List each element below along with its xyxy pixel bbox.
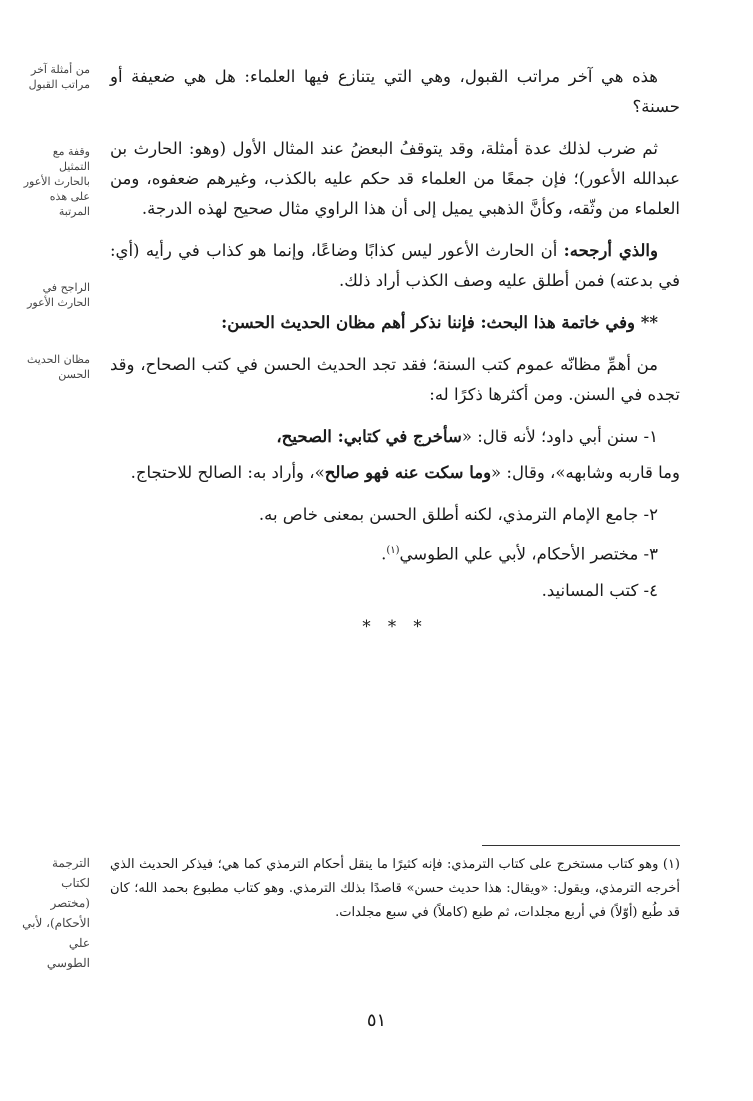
paragraph-5: من أهمِّ مظانّه عموم كتب السنة؛ فقد تجد الحديث الحسن في كتب الصحاح، وقد تجده في السنن. ومن أكثرها ذكرًا له: [110,355,680,404]
paragraph-3-rest: أن الحارث الأعور ليس كذابًا وضاعًا، وإنما هو كذاب في رأيه (أي: في بدعته) فمن أطلق عليه وصف الكذب أراد ذلك. [110,241,680,290]
paragraph-2: ثم ضرب لذلك عدة أمثلة، وقد يتوقفُ البعضُ عند المثال الأول (وهو: الحارث بن عبدالله الأعور)؛ فإن جمعًا من العلماء قد حكم عليه بالكذب، وغيرهم ضعفوه، ومن العلماء من وثّقه، وكأنَّ الذهبي يميل إلى أن هذا الراوي مثال صحيح لهذه الدرجة. [110,139,680,218]
footnote-divider [482,845,680,846]
margin-note-1: من أمثلة آخر مراتب القبول [28,63,90,91]
list-item-3-end: . [381,544,387,564]
paragraph-1: هذه هي آخر مراتب القبول، وهي التي يتنازع فيها العلماء: هل هي ضعيفة أو حسنة؟ [110,67,680,116]
main-text [110,62,680,648]
list-item-3-text: ٣- مختصر الأحكام، لأبي علي الطوسي [399,544,658,564]
list-item-1-cont-suffix: »، وأراد به: الصالح للاحتجاج. [130,463,325,482]
list-item-4: ٤- كتب المسانيد. [541,580,658,600]
paragraph-3-lead: والذي أرجحه: [563,241,658,260]
list-item-2: ٢- جامع الإمام الترمذي، لكنه أطلق الحسن بمعنى خاص به. [258,505,658,524]
list-item-1-cont-prefix: وما قاربه وشابهه»، وقال: « [491,463,680,482]
page-number: ٥١ [366,1010,387,1031]
section-separator: * * * [362,616,428,636]
list-item-1 [110,422,680,452]
section-heading: ** وفي خاتمة هذا البحث: فإننا نذكر أهم مظان الحديث الحسن: [221,313,658,332]
footnotes [110,853,680,925]
list-item-1-prefix: ١- سنن أبي داود؛ لأنه قال: « [461,427,658,446]
list-item-1-continuation [110,458,680,488]
paragraph-3 [110,236,680,296]
list-item-1-quote: سأخرج في كتابي: الصحيح، [276,427,462,446]
footnote-margin-note: الترجمة لكتاب (مختصر الأحكام)، لأبي علي الطوسي [22,856,90,970]
list-item-1-cont-quote: وما سكت عنه فهو صالح [324,463,492,482]
footnote-1: (١) وهو كتاب مستخرج على كتاب الترمذي: فإنه كثيرًا ما ينقل أحكام الترمذي كما هي؛ فيذكر الحديث الذي أخرجه الترمذي، ويقول: «ويقال: هذا حديث حسن» قاصدًا بذلك الترمذي. وهو كتاب مطبوع بحمد الله؛ كان قد طُبع (أوّلاً) في أربع مجلدات، ثم طبع (كاملاً) في سبع مجلدات. [110,857,680,920]
list-item-3 [110,536,680,570]
margin-note-2: وقفة مع التمثيل بالحارث الأعور على هذه المرتبة [23,145,90,218]
footnote-ref[interactable]: (١) [386,545,400,556]
margin-note-3: الراجح في الحارث الأعور [27,281,90,309]
margin-note-4: مظان الحديث الحسن [27,353,90,381]
